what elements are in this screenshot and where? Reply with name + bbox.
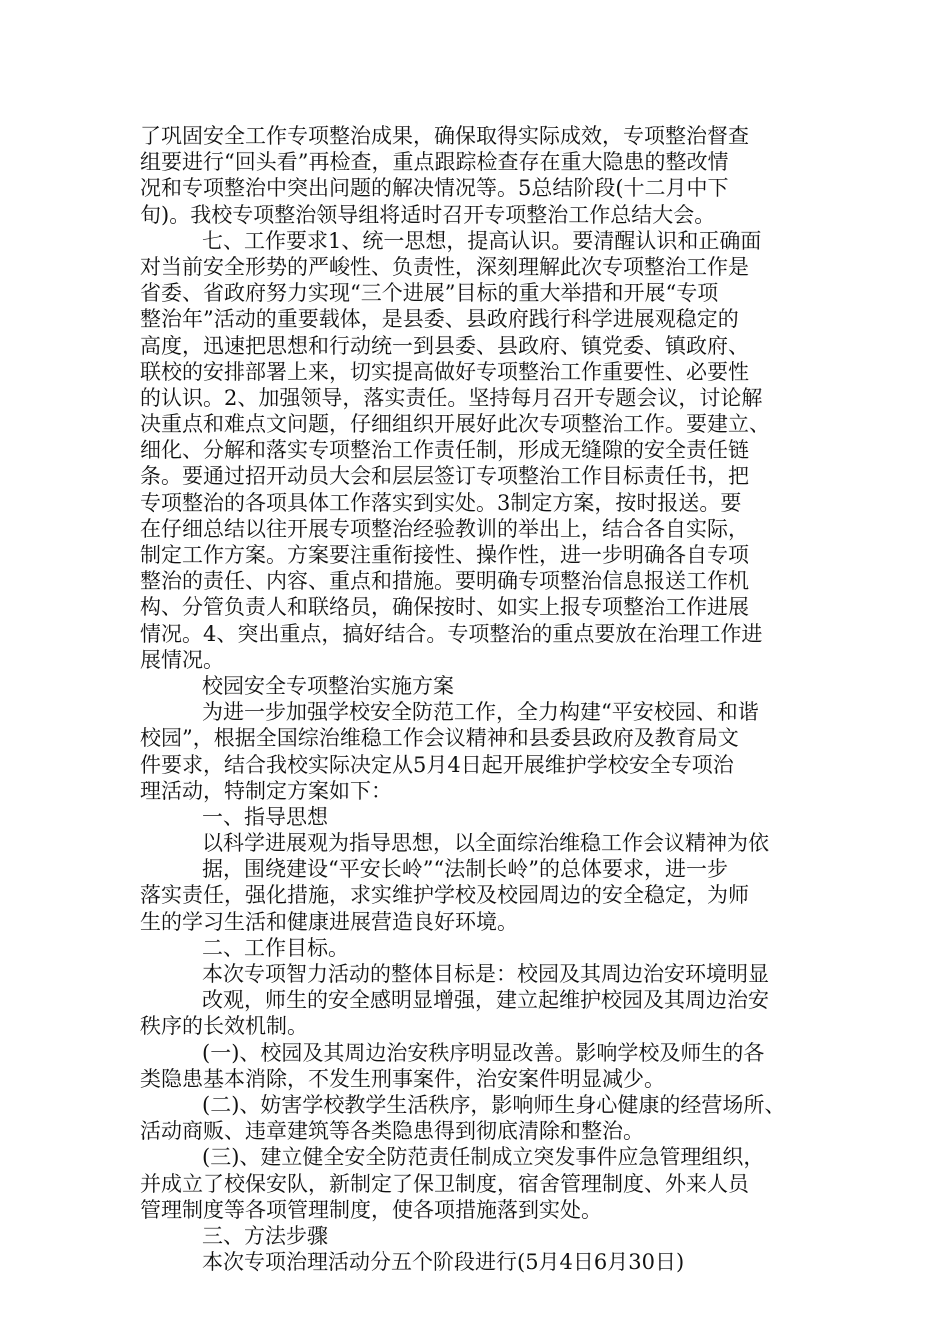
text-line: 七、工作要求1、统一思想，提高认识。要清醒认识和正确面 <box>202 228 762 253</box>
text-line: 校园”，根据全国综治维稳工作会议精神和县委县政府及教育局文 <box>140 726 739 751</box>
text-line: 在仔细总结以往开展专项整治经验教训的举出上，结合各自实际， <box>140 516 749 541</box>
text-line: (三)、建立健全安全防范责任制成立突发事件应急管理组织， <box>202 1145 765 1170</box>
text-line: 旬)。我校专项整治领导组将适时召开专项整治工作总结大会。 <box>140 202 716 227</box>
text-line: 情况。4、突出重点，搞好结合。专项整治的重点要放在治理工作进 <box>140 621 763 646</box>
text-line: 生的学习生活和健康进展营造良好环境。 <box>140 909 518 934</box>
text-line: 高度，迅速把思想和行动统一到县委、县政府、镇党委、镇政府、 <box>140 333 749 358</box>
text-line: 决重点和难点文问题，仔细组织开展好此次专项整治工作。要建立、 <box>140 412 770 437</box>
document-body <box>140 123 812 1275</box>
text-line: 制定工作方案。方案要注重衔接性、操作性，进一步明确各自专项 <box>140 543 749 567</box>
text-line: 落实责任，强化措施，求实维护学校及校园周边的安全稳定，为师 <box>140 883 749 908</box>
text-line: 一、指导思想 <box>202 804 328 829</box>
text-line: 据，围绕建设“平安长岭”“法制长岭”的总体要求，进一步 <box>202 857 728 882</box>
text-line: 改观，师生的安全感明显增强，建立起维护校园及其周边治安 <box>202 988 769 1013</box>
text-line: 省委、省政府努力实现“三个进展”目标的重大举措和开展“专项 <box>140 281 719 306</box>
text-line: 构、分管负责人和联络员，确保按时、如实上报专项整治工作进展 <box>140 595 749 620</box>
text-line: 类隐患基本消除，不发生刑事案件，治安案件明显减少。 <box>140 1066 665 1091</box>
text-line: (一)、校园及其周边治安秩序明显改善。影响学校及师生的各 <box>202 1040 765 1065</box>
text-line: 本次专项智力活动的整体目标是：校园及其周边治安环境明显 <box>202 962 769 986</box>
text-line: 秩序的长效机制。 <box>140 1014 308 1039</box>
text-line: 对当前安全形势的严峻性、负责性，深刻理解此次专项整治工作是 <box>140 254 749 279</box>
text-line: 细化、分解和落实专项整治工作责任制，形成无缝隙的安全责任链 <box>140 438 749 463</box>
text-line: 本次专项治理活动分五个阶段进行(5月4日6月30日) <box>202 1250 685 1275</box>
text-line: 三、方法步骤 <box>202 1223 328 1248</box>
text-line: (二)、妨害学校教学生活秩序，影响师生身心健康的经营场所、 <box>202 1092 786 1117</box>
text-line: 件要求，结合我校实际决定从5月4日起开展维护学校安全专项治 <box>140 752 734 777</box>
text-line: 管理制度等各项管理制度，使各项措施落到实处。 <box>140 1197 602 1222</box>
text-line: 以科学进展观为指导思想，以全面综治维稳工作会议精神为依 <box>202 831 769 856</box>
text-line: 条。要通过招开动员大会和层层签订专项整治工作目标责任书，把 <box>140 464 749 489</box>
text-line: 组要进行“回头看”再检查，重点跟踪检查存在重大隐患的整改情 <box>140 150 729 175</box>
text-line: 为进一步加强学校安全防范工作，全力构建“平安校园、和谐 <box>202 700 759 725</box>
text-line: 理活动，特制定方案如下： <box>140 778 392 803</box>
text-line: 的认识。2、加强领导，落实责任。坚持每月召开专题会议，讨论解 <box>140 385 763 410</box>
text-line: 活动商贩、违章建筑等各类隐患得到彻底清除和整治。 <box>140 1119 644 1144</box>
text-line: 况和专项整治中突出问题的解决情况等。5总结阶段(十二月中下 <box>140 176 729 201</box>
text-line: 联校的安排部署上来，切实提高做好专项整治工作重要性、必要性 <box>140 359 749 384</box>
text-line: 了巩固安全工作专项整治成果，确保取得实际成效，专项整治督查 <box>140 124 749 148</box>
text-line: 并成立了校保安队，新制定了保卫制度，宿舍管理制度、外来人员 <box>140 1171 749 1196</box>
text-line: 二、工作目标。 <box>202 935 349 960</box>
text-line: 校园安全专项整治实施方案 <box>202 673 454 698</box>
text-line: 展情况。 <box>140 647 224 672</box>
text-line: 专项整治的各项具体工作落实到实处。3制定方案，按时报送。要 <box>140 490 742 515</box>
text-line: 整治年”活动的重要载体，是县委、县政府践行科学进展观稳定的 <box>140 307 739 332</box>
text-line: 整治的责任、内容、重点和措施。要明确专项整治信息报送工作机 <box>140 569 749 594</box>
